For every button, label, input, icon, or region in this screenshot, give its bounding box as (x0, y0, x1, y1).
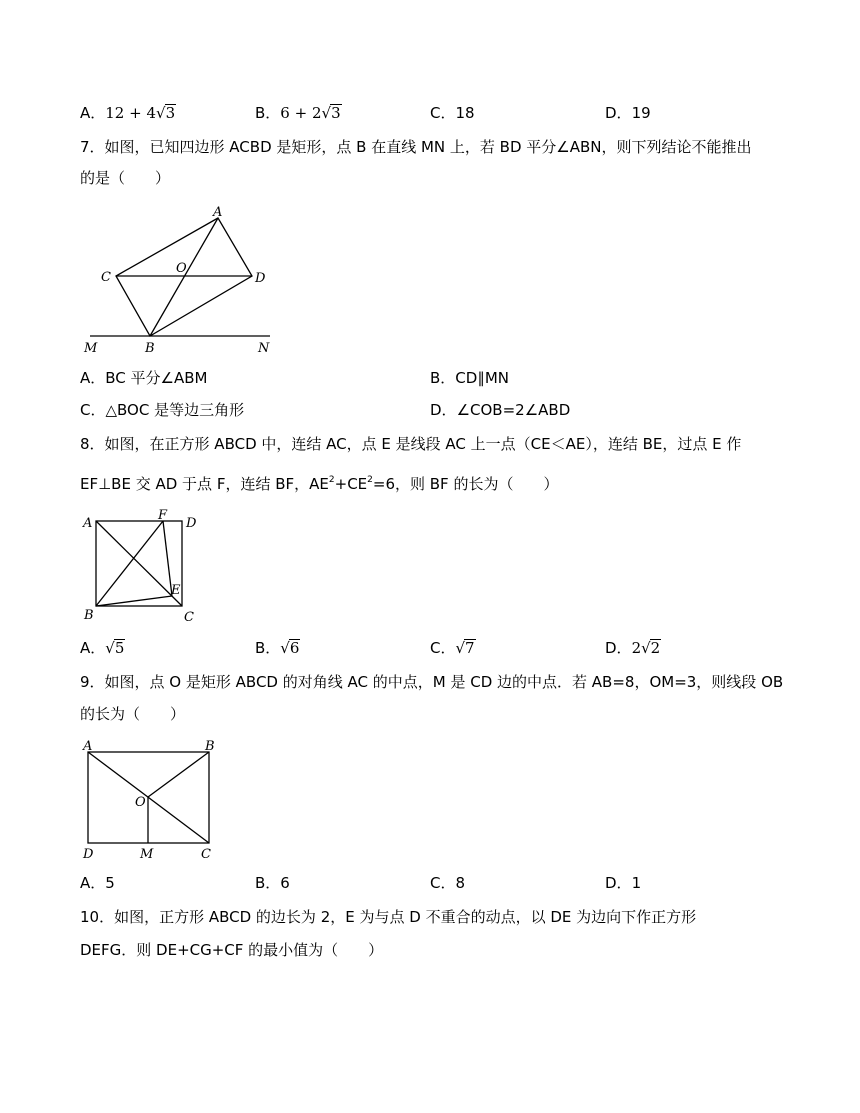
q8-option-c: C．√7 (430, 639, 475, 657)
q7-label-d: D (255, 271, 266, 286)
q8-option-a: A．√5 (80, 639, 125, 657)
q7-option-c: C．△BOC 是等边三角形 (80, 401, 245, 419)
q9-label-b: B (205, 739, 215, 754)
q8-label-d: D (186, 516, 197, 531)
q7-option-a: A．BC 平分∠ABM (80, 369, 208, 387)
q6-option-a: A．12 + 4√3 (80, 104, 176, 122)
q9-segment-ob (148, 752, 209, 797)
q8-option-d: D．2√2 (605, 639, 661, 657)
q8-label-e: E (171, 583, 181, 598)
q9-label-m: M (140, 847, 154, 862)
q7-label-n: N (258, 341, 270, 356)
q9-option-a: A．5 (80, 874, 115, 892)
q8-label-a: A (83, 516, 93, 531)
q8-diagonal-ac (96, 521, 182, 606)
q8-segment-be (96, 596, 172, 606)
q7-option-d: D．∠COB=2∠ABD (430, 401, 571, 419)
q7-stem-line2: 的是（ ） (80, 169, 171, 187)
q7-label-a: A (213, 205, 223, 220)
q7-option-b: B．CD∥MN (430, 369, 509, 387)
q8-stem-line2: EF⊥BE 交 AD 于点 F，连结 BF，$AE^2+CE^2=6$，则 BF 的长为（ ） (80, 475, 559, 493)
q7-label-c: C (101, 270, 111, 285)
q7-stem-line1: 7．如图，已知四边形 ACBD 是矩形，点 B 在直线 MN 上，若 BD 平分∠ABN，则下列结论不能推出 (80, 138, 752, 156)
q6-option-d: D．19 (605, 104, 651, 122)
q9-option-d: D．1 (605, 874, 642, 892)
q9-label-d: D (83, 847, 94, 862)
q10-stem-line2: DEFG．则 DE+CG+CF 的最小值为（ ） (80, 941, 384, 959)
q7-label-b: B (145, 341, 155, 356)
q9-stem-line2: 的长为（ ） (80, 705, 186, 723)
q7-label-o: O (176, 261, 187, 276)
q10-stem-line1: 10．如图，正方形 ABCD 的边长为 2，E 为与点 D 不重合的动点，以 DE 为边向下作正方形 (80, 908, 697, 926)
q8-label-c: C (184, 610, 194, 625)
q7-label-m: M (84, 341, 98, 356)
q9-option-c: C．8 (430, 874, 466, 892)
q7-diagonal-ab (150, 218, 218, 336)
q9-label-a: A (83, 739, 93, 754)
q9-label-o: O (135, 795, 146, 810)
q8-option-b: B．√6 (255, 639, 300, 657)
q6-option-c: C．18 (430, 104, 475, 122)
q6-option-b: B．6 + 2√3 (255, 104, 341, 122)
q9-option-b: B．6 (255, 874, 290, 892)
q8-segment-bf (96, 521, 163, 606)
q8-label-b: B (84, 608, 94, 623)
q8-stem-line1: 8．如图，在正方形 ABCD 中，连结 AC，点 E 是线段 AC 上一点（CE＜AE），连结 BE，过点 E 作 (80, 435, 742, 453)
q9-stem-line1: 9．如图，点 O 是矩形 ABCD 的对角线 AC 的中点，M 是 CD 边的中点．若 AB=8，OM=3，则线段 OB (80, 673, 784, 691)
q9-label-c: C (201, 847, 211, 862)
q8-label-f: F (158, 508, 168, 523)
